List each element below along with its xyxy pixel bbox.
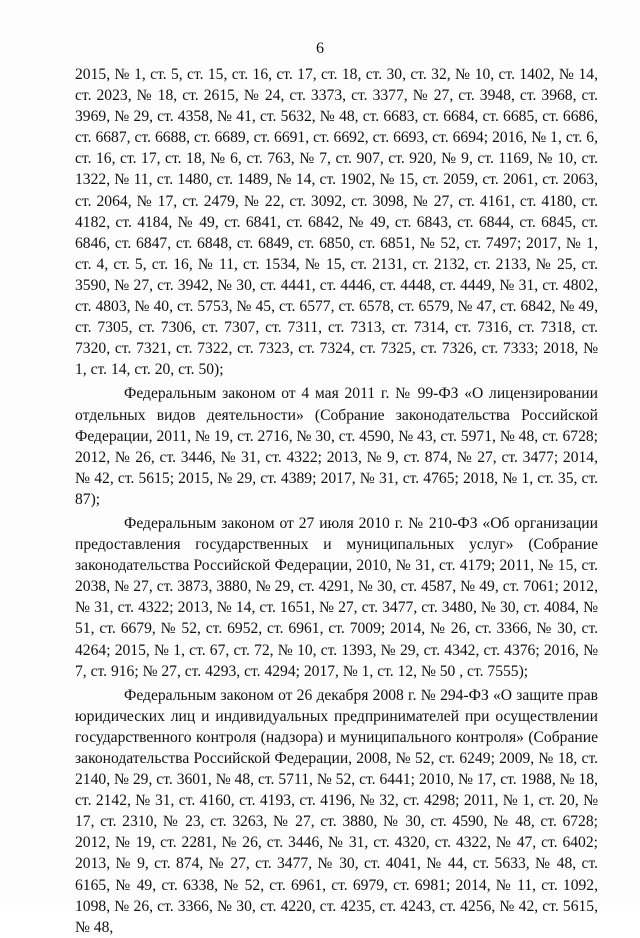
page-number: 6 xyxy=(316,40,324,57)
paragraph-citation-continuation: 2015, № 1, ст. 5, ст. 15, ст. 16, ст. 17, ст. 18, ст. 30, ст. 32, № 10, ст. 1402, № 14, ст. 2023, № 18, ст. 2615, № 24, ст. 3373, ст. 3377, № 27, ст. 3948, ст. 3968, ст. 3969, № 29, ст. 4358, № 41, ст. 5632, № 48, ст. 6683, ст. 6684, ст. 6685, ст. 6686, ст. 6687, ст. 6688, ст. 6689, ст. 6691, ст. 6692, ст. 6693, ст. 6694; 2016, № 1, ст. 6, ст. 16, ст. 17, ст. 18, № 6, ст. 763, № 7, ст. 907, ст. 920, № 9, ст. 1169, № 10, ст. 1322, № 11, ст. 1480, ст. 1489, № 14, ст. 1902, № 15, ст. 2059, ст. 2061, ст. 2063, ст. 2064, № 17, ст. 2479, № 22, ст. 3092, ст. 3098, № 27, ст. 4161, ст. 4180, ст. 4182, ст. 4184, № 49, ст. 6841, ст. 6842, № 49, ст. 6843, ст. 6844, ст. 6845, ст. 6846, ст. 6847, ст. 6848, ст. 6849, ст. 6850, ст. 6851, № 52, ст. 7497; 2017, № 1, ст. 4, ст. 5, ст. 16, № 11, ст. 1534, № 15, ст. 2131, ст. 2132, ст. 2133, № 25, ст. 3590, № 27, ст. 3942, № 30, ст. 4441, ст. 4446, ст. 4448, ст. 4449, № 31, ст. 4802, ст. 4803, № 40, ст. 5753, № 45, ст. 6577, ст. 6578, ст. 6579, № 47, ст. 6842, № 49, ст. 7305, ст. 7306, ст. 7307, ст. 7311, ст. 7313, ст. 7314, ст. 7316, ст. 7318, ст. 7320, ст. 7321, ст. 7322, ст. 7323, ст. 7324, ст. 7325, ст. 7326, ст. 7333; 2018, № 1, ст. 14, ст. 20, ст. 50); xyxy=(75,66,598,379)
paragraph-law-99-fz: Федеральным законом от 4 мая 2011 г. № 99-ФЗ «О лицензировании отдельных видов деятельности» (Собрание законодательства Российской Федерации, 2011, № 19, ст. 2716, № 30, ст. 4590, № 43, ст. 5971, № 48, ст. 6728; 2012, № 26, ст. 3446, № 31, ст. 4322; 2013, № 9, ст. 874, № 27, ст. 3477; 2014, № 42, ст. 5615; 2015, № 29, ст. 4389; 2017, № 31, ст. 4765; 2018, № 1, ст. 35, ст. 87); xyxy=(75,385,598,508)
document-body xyxy=(75,64,598,938)
paragraph-law-210-fz: Федеральным законом от 27 июля 2010 г. № 210-ФЗ «Об организации предоставления государственных и муниципальных услуг» (Собрание законодательства Российской Федерации, 2010, № 31, ст. 4179; 2011, № 15, ст. 2038, № 27, ст. 3873, 3880, № 29, ст. 4291, № 30, ст. 4587, № 49, ст. 7061; 2012, № 31, ст. 4322; 2013, № 14, ст. 1651, № 27, ст. 3477, ст. 3480, № 30, ст. 4084, № 51, ст. 6679, № 52, ст. 6952, ст. 6961, ст. 7009; 2014, № 26, ст. 3366, № 30, ст. 4264; 2015, № 1, ст. 67, ст. 72, № 10, ст. 1393, № 29, ст. 4342, ст. 4376; 2016, № 7, ст. 916; № 27, ст. 4293, ст. 4294; 2017, № 1, ст. 12, № 50 , ст. 7555); xyxy=(75,514,598,680)
paragraph-law-294-fz: Федеральным законом от 26 декабря 2008 г. № 294-ФЗ «О защите прав юридических лиц и индивидуальных предпринимателей при осуществлении государственного контроля (надзора) и муниципального контроля» (Собрание законодательства Российской Федерации, 2008, № 52, ст. 6249; 2009, № 18, ст. 2140, № 29, ст. 3601, № 48, ст. 5711, № 52, ст. 6441; 2010, № 17, ст. 1988, № 18, ст. 2142, № 31, ст. 4160, ст. 4193, ст. 4196, № 32, ст. 4298; 2011, № 1, ст. 20, № 17, ст. 2310, № 23, ст. 3263, № 27, ст. 3880, № 30, ст. 4590, № 48, ст. 6728; 2012, № 19, ст. 2281, № 26, ст. 3446, № 31, ст. 4320, ст. 4322, № 47, ст. 6402; 2013, № 9, ст. 874, № 27, ст. 3477, № 30, ст. 4041, № 44, ст. 5633, № 48, ст. 6165, № 49, ст. 6338, № 52, ст. 6961, ст. 6979, ст. 6981; 2014, № 11, ст. 1092, 1098, № 26, ст. 3366, № 30, ст. 4220, ст. 4235, ст. 4243, ст. 4256, № 42, ст. 5615, № 48, xyxy=(75,686,598,936)
